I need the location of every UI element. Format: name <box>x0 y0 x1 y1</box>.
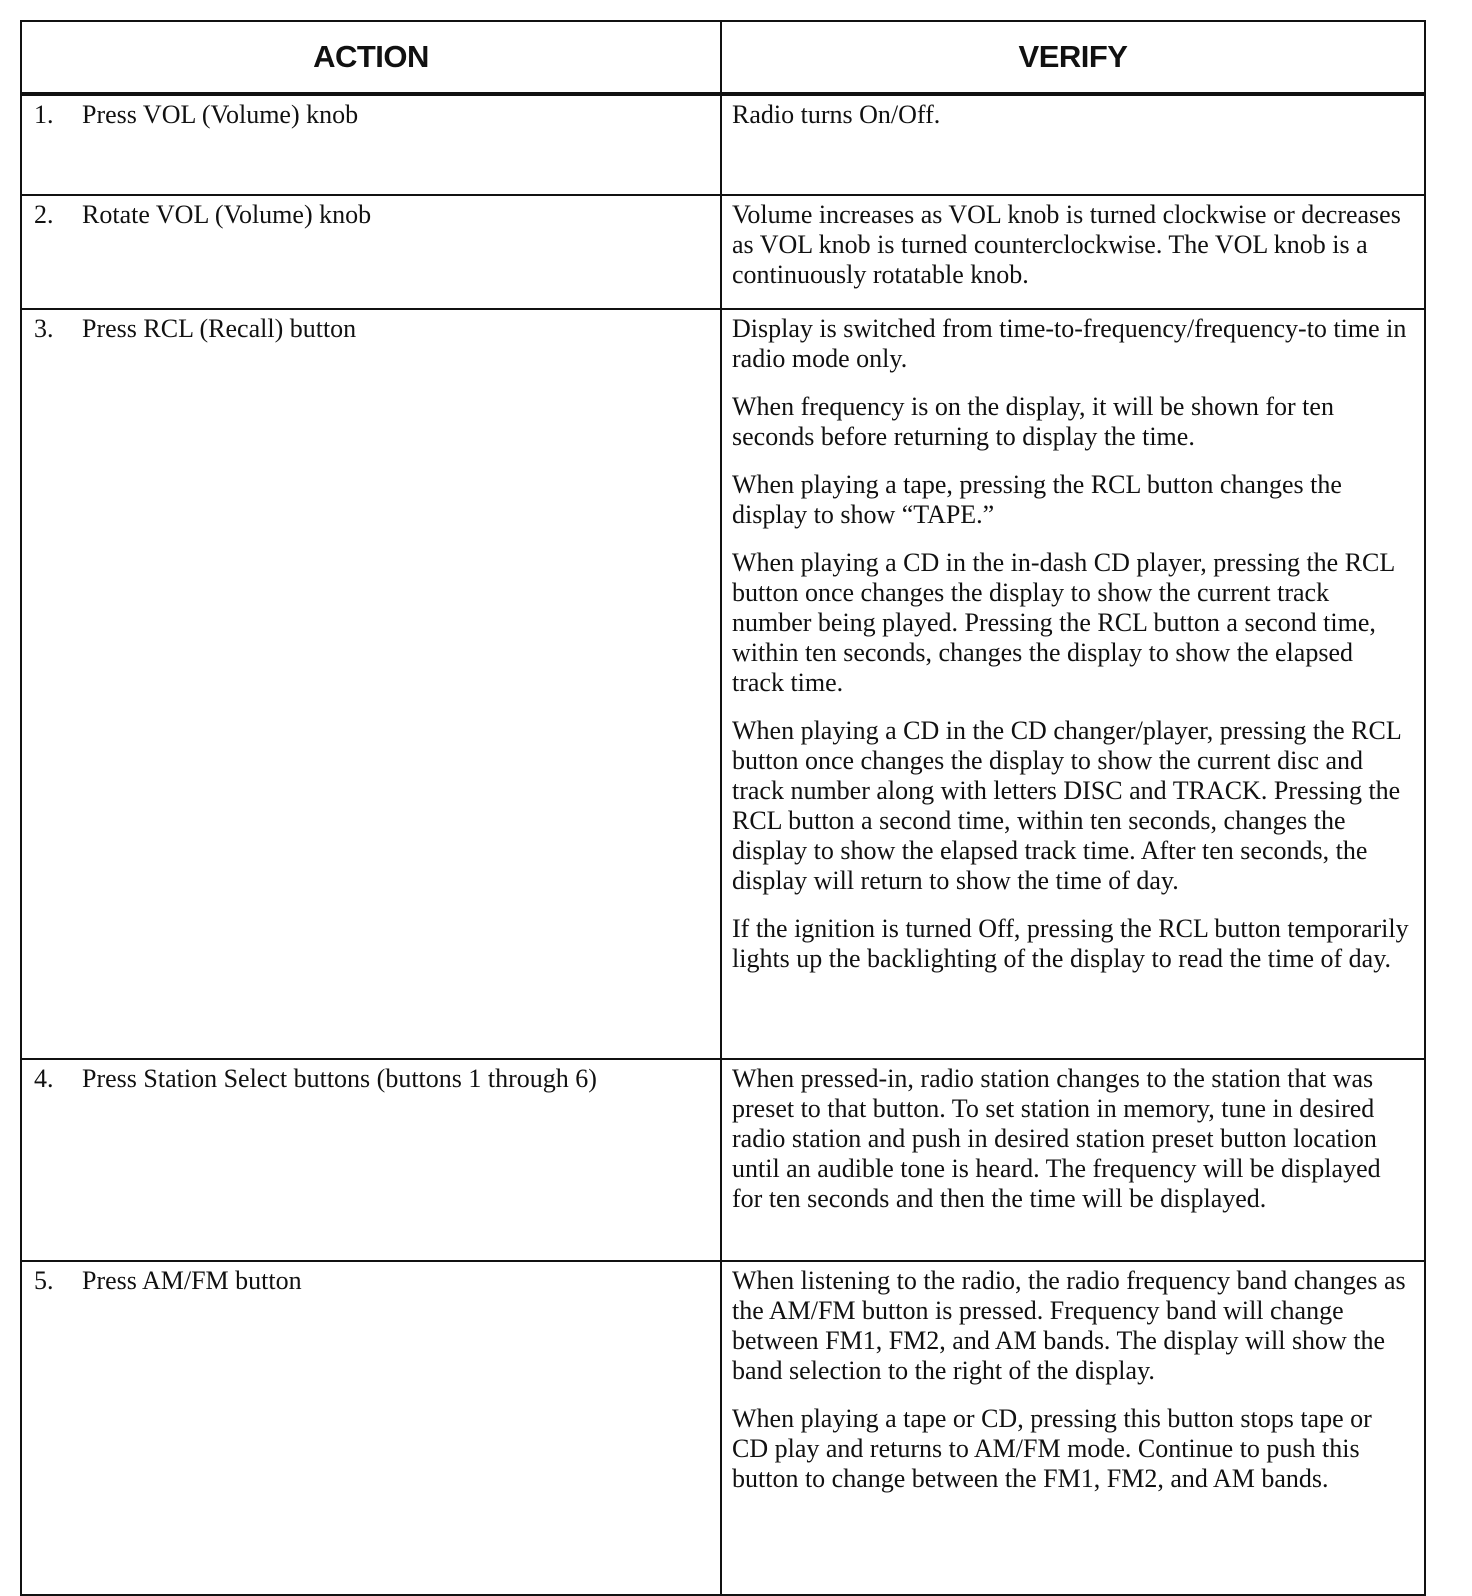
action-cell <box>21 1261 721 1595</box>
verify-cell <box>721 1059 1425 1261</box>
verify-paragraph: When playing a tape, pressing the RCL button changes the display to show “TAPE.” <box>732 470 1342 529</box>
step-number: 3. <box>34 314 54 343</box>
step-number: 2. <box>34 200 54 229</box>
action-cell <box>21 1059 721 1261</box>
action-step <box>34 200 710 230</box>
table-header-row <box>21 21 1425 94</box>
action-verify-table <box>20 20 1426 1596</box>
verify-cell <box>721 1261 1425 1595</box>
verify-paragraph: When listening to the radio, the radio frequency band changes as the AM/FM button is pressed. Frequency band will change between FM1, FM2, and AM bands. The display will show the band selection to the right of the display. <box>732 1266 1406 1385</box>
step-action-text: Press AM/FM button <box>82 1266 302 1295</box>
table-row <box>21 94 1425 195</box>
step-action-text: Press Station Select buttons (buttons 1 through 6) <box>82 1064 597 1093</box>
action-step <box>34 100 710 130</box>
action-step <box>34 1064 710 1094</box>
action-cell <box>21 309 721 1059</box>
action-step <box>34 1266 710 1296</box>
step-action-text: Rotate VOL (Volume) knob <box>82 200 372 229</box>
action-cell <box>21 195 721 309</box>
verify-cell <box>721 195 1425 309</box>
verify-paragraph: Display is switched from time-to-frequency/frequency-to time in radio mode only. <box>732 314 1407 373</box>
table-body <box>21 94 1425 1595</box>
action-column-header: ACTION <box>21 21 721 94</box>
verify-cell <box>721 309 1425 1059</box>
verify-paragraph: When frequency is on the display, it will be shown for ten seconds before returning to display the time. <box>732 392 1334 451</box>
step-number: 4. <box>34 1064 54 1093</box>
table-row <box>21 1261 1425 1595</box>
verify-paragraph: Volume increases as VOL knob is turned clockwise or decreases as VOL knob is turned counterclockwise. The VOL knob is a continuously rotatable knob. <box>732 200 1401 289</box>
table-row <box>21 309 1425 1059</box>
table-row <box>21 195 1425 309</box>
action-cell <box>21 94 721 195</box>
verify-paragraph: When playing a CD in the in-dash CD player, pressing the RCL button once changes the display to show the current track number being played. Pressing the RCL button a second time, within ten seconds, changes the display to show the elapsed track time. <box>732 548 1395 697</box>
verify-column-header: VERIFY <box>721 21 1425 94</box>
step-action-text: Press RCL (Recall) button <box>82 314 357 343</box>
step-number: 1. <box>34 100 54 129</box>
verify-cell <box>721 94 1425 195</box>
verify-paragraph: If the ignition is turned Off, pressing the RCL button temporarily lights up the backlighting of the display to read the time of day. <box>732 914 1409 973</box>
verify-paragraph: When playing a CD in the CD changer/player, pressing the RCL button once changes the display to show the current disc and track number along with letters DISC and TRACK. Pressing the RCL button a second time, within ten seconds, changes the display to show the elapsed track time. After ten seconds, the display will return to show the time of day. <box>732 716 1401 895</box>
step-action-text: Press VOL (Volume) knob <box>82 100 359 129</box>
table-row <box>21 1059 1425 1261</box>
verify-paragraph: When playing a tape or CD, pressing this button stops tape or CD play and returns to AM/FM mode. Continue to push this button to change between the FM1, FM2, and AM bands. <box>732 1404 1372 1493</box>
verify-paragraph: When pressed-in, radio station changes to the station that was preset to that button. To set station in memory, tune in desired radio station and push in desired station preset button location until an audible tone is heard. The frequency will be displayed for ten seconds and then the time will be displayed. <box>732 1064 1381 1213</box>
step-number: 5. <box>34 1266 54 1295</box>
action-step <box>34 314 710 344</box>
verify-paragraph: Radio turns On/Off. <box>732 100 941 129</box>
